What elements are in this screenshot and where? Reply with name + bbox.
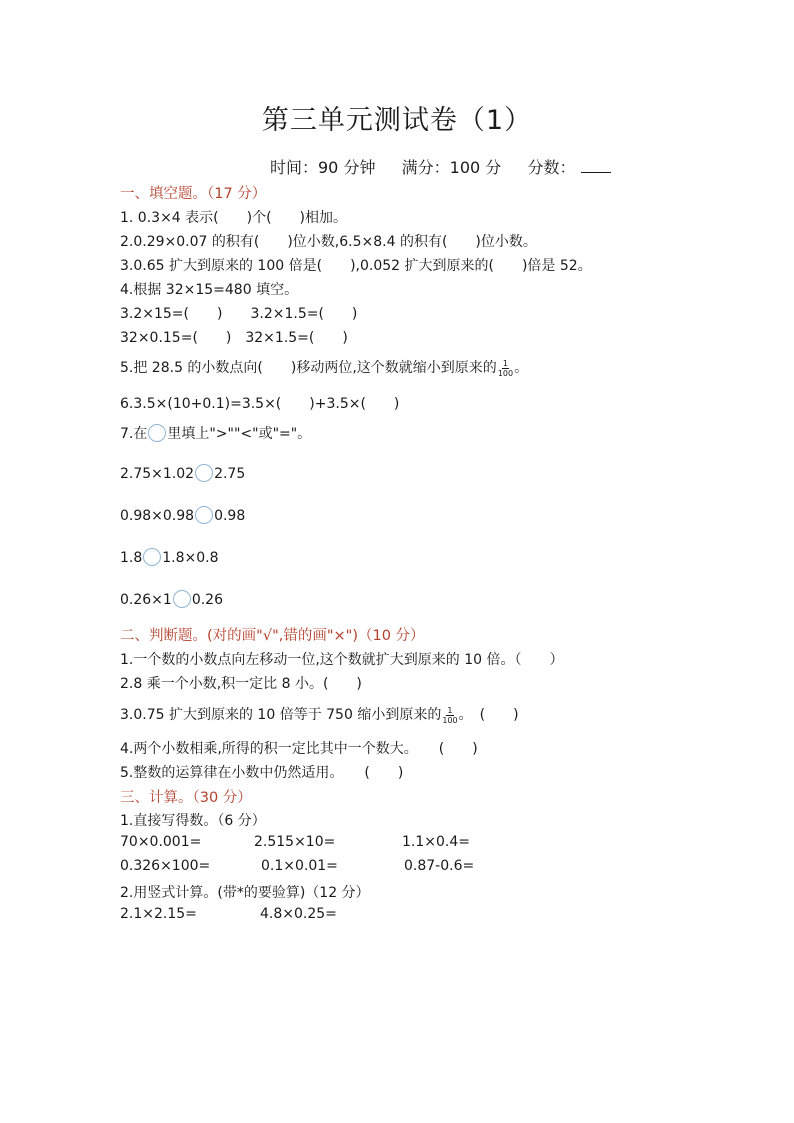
subsection-3-1: 1.直接写得数。（6 分） <box>120 813 266 829</box>
section-3-header: 三、计算。（30 分） <box>120 790 252 806</box>
calc-item: 2.515×10= <box>254 834 336 850</box>
compare-circle-input[interactable] <box>195 464 213 482</box>
compare-row-3 <box>120 548 219 568</box>
exam-meta <box>270 155 611 178</box>
compare-left: 0.26×1 <box>120 592 172 608</box>
compare-left: 1.8 <box>120 550 143 566</box>
circle-icon <box>148 424 166 442</box>
fraction-numerator: 1 <box>447 705 453 715</box>
compare-row-4 <box>120 590 223 610</box>
compare-circle-input[interactable] <box>195 506 213 524</box>
compare-right: 1.8×0.8 <box>162 550 219 566</box>
question-1-6: 6.3.5×(10+0.1)=3.5×( )+3.5×( ) <box>120 396 400 412</box>
fraction-one-hundredth <box>498 359 513 378</box>
fraction-one-hundredth <box>442 706 457 725</box>
calc-item: 0.87-0.6= <box>404 858 475 874</box>
score-label: 分数： <box>527 158 576 177</box>
section-2-header: 二、判断题。(对的画"√",错的画"×")（10 分） <box>120 628 425 644</box>
time-label: 时间：90 分钟 <box>270 158 376 177</box>
calc-item: 2.1×2.15= <box>120 906 197 922</box>
question-1-4b: 32×0.15=( ) 32×1.5=( ) <box>120 330 348 346</box>
question-1-5-text: 5.把 28.5 的小数点向( )移动两位,这个数就缩小到原来的 <box>120 360 497 376</box>
compare-circle-input[interactable] <box>143 548 161 566</box>
question-2-3-end: 。 ( ) <box>458 707 519 723</box>
question-2-1: 1.一个数的小数点向左移动一位,这个数就扩大到原来的 10 倍。（ ） <box>120 652 564 668</box>
compare-right: 2.75 <box>214 466 246 482</box>
compare-left: 0.98×0.98 <box>120 508 195 524</box>
calc-item: 0.326×100= <box>120 858 211 874</box>
question-1-1: 1. 0.3×4 表示( )个( )相加。 <box>120 210 348 226</box>
question-1-7 <box>120 423 311 444</box>
full-score-label: 满分：100 分 <box>401 158 502 177</box>
fraction-denominator: 100 <box>497 368 514 378</box>
question-2-4: 4.两个小数相乘,所得的积一定比其中一个数大。 ( ) <box>120 741 478 757</box>
question-1-4: 4.根据 32×15=480 填空。 <box>120 282 299 298</box>
fraction-numerator: 1 <box>502 358 508 368</box>
question-1-4a: 3.2×15=( ) 3.2×1.5=( ) <box>120 306 358 322</box>
calc-item: 1.1×0.4= <box>402 834 470 850</box>
compare-row-2 <box>120 506 245 526</box>
compare-row-1 <box>120 464 245 484</box>
compare-left: 2.75×1.02 <box>120 466 195 482</box>
question-1-5-end: 。 <box>514 360 529 376</box>
question-1-3: 3.0.65 扩大到原来的 100 倍是( ),0.052 扩大到原来的( )倍是 52。 <box>120 258 592 274</box>
question-1-7-text-b: 里填上">""<"或"="。 <box>167 426 312 442</box>
page-title: 第三单元测试卷（1） <box>261 105 533 136</box>
question-1-2: 2.0.29×0.07 的积有( )位小数,6.5×8.4 的积有( )位小数。 <box>120 234 537 250</box>
section-1-header: 一、填空题。（17 分） <box>120 186 267 202</box>
compare-circle-input[interactable] <box>173 590 191 608</box>
calc-item: 70×0.001= <box>120 834 202 850</box>
fraction-denominator: 100 <box>442 715 458 725</box>
compare-right: 0.26 <box>191 592 223 608</box>
question-1-5 <box>120 357 528 378</box>
calc-item: 0.1×0.01= <box>261 858 338 874</box>
calc-item: 4.8×0.25= <box>260 906 337 922</box>
question-1-7-text-a: 7.在 <box>120 426 148 442</box>
question-2-5: 5.整数的运算律在小数中仍然适用。 ( ) <box>120 765 404 781</box>
subsection-3-2: 2.用竖式计算。(带*的要验算)（12 分） <box>120 885 370 901</box>
compare-right: 0.98 <box>214 508 246 524</box>
question-2-3 <box>120 704 519 725</box>
question-2-2: 2.8 乘一个小数,积一定比 8 小。( ) <box>120 676 362 692</box>
question-2-3-text: 3.0.75 扩大到原来的 10 倍等于 750 缩小到原来的 <box>120 707 442 723</box>
score-blank[interactable] <box>581 158 611 173</box>
